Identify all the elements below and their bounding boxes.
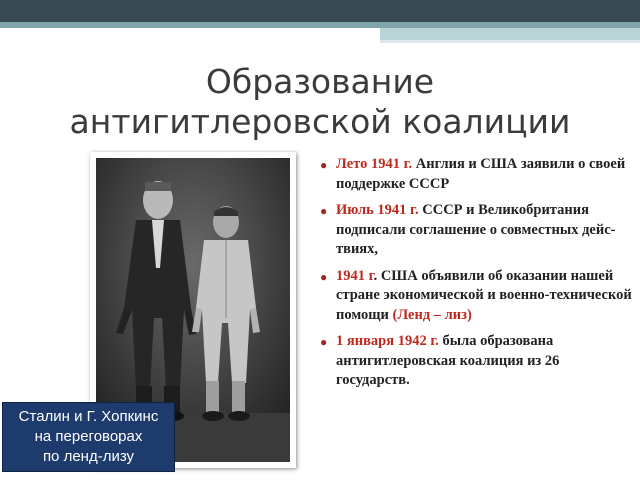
slide-title-line-1: Образование [205,62,435,101]
photo-caption [2,402,175,472]
event-text: СССР и Великобритания подписали соглашение о совместных дейс-твиях, [336,202,616,257]
event-item [320,267,632,326]
bullet-icon: ● [320,335,328,349]
bullet-icon: ● [320,269,328,284]
slide-title [0,62,640,142]
bullet-icon: ● [320,158,328,172]
bullet-icon: ● [320,204,328,218]
caption-line-3: по ленд-лизу [42,448,135,465]
event-text: . США объявили об оказании нашей стране экономической и военно-технической помощи [336,267,632,323]
top-decor-stripe-light [380,28,640,40]
event-item [320,155,632,194]
top-decor-band [0,0,640,22]
event-item [320,201,632,260]
event-item [320,332,632,391]
event-date: 1941 г [336,267,374,284]
event-date: 1 января 1942 г. [336,333,439,349]
event-list [320,155,632,398]
event-text: была образована антигитлеровская коалиция из 26 государств. [336,333,560,388]
event-highlight: (Ленд – лиз) [392,306,472,323]
event-date: Лето 1941 г. [336,156,413,172]
event-text: Англия и США заявили о своей поддержке СССР [336,156,626,192]
caption-line-1: Сталин и Г. Хопкинс [18,408,159,425]
slide-title-line-2: антигитлеровской коалиции [69,102,571,141]
caption-line-2: на переговорах [34,428,143,445]
top-decor-stripe-pale [380,40,640,43]
event-date: Июль 1941 г. [336,202,419,218]
